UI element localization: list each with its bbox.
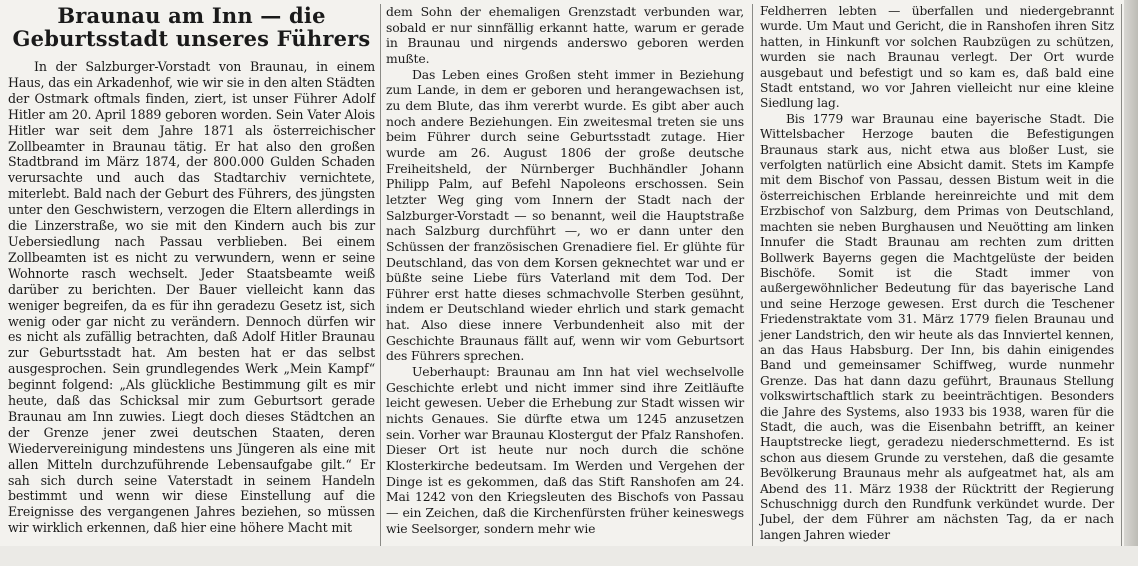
paragraph: Ueberhaupt: Braunau am Inn hat viel wechselvolle Geschichte erlebt und nicht immer sind ihre Zeitläufte leicht gewesen. Ueber die Erhebung zur Stadt wissen wir nichts Genaues. Sie dürfte etwa um 1245 anzusetzen sein. Vorher war Braunau Klostergut der Pfalz Ranshofen. Dieser Ort ist heute nur noch durch die schöne Klosterkirche bedeutsam. Im Werden und Vergehen der Dinge ist es gekommen, daß das Stift Ranshofen am 24. Mai 1242 von den Kriegsleuten des Bischofs von Passau — ein Zeichen, daß die Kirchenfürsten früher keineswegs wie Seelsorger, sondern mehr wie — [386, 364, 744, 536]
paragraph: Feldherren lebten — überfallen und niedergebrannt wurde. Um Maut und Gericht, die in Ranshofen ihren Sitz hatten, in Hinkunft vor solchen Raubzügen zu schützen, wurden sie nach Braunau verlegt. Der Ort wurde ausgebaut und befestigt und so kam es, daß bald eine Stadt entstand, wo vor Jahren vielleicht nur eine kleine Siedlung lag. — [760, 4, 1114, 111]
article-column-1 — [8, 4, 375, 536]
article-column-3 — [760, 4, 1114, 543]
article-column-2 — [386, 4, 744, 536]
paragraph: Das Leben eines Großen steht immer in Beziehung zum Lande, in dem er geboren und herangewachsen ist, zu dem Blute, das ihm vererbt wurde. Es gibt aber auch noch andere Beziehungen. Ein zweitesmal treten sie uns beim Führer durch seine Geburtsstadt zutage. Hier wurde am 26. August 1806 der große deutsche Freiheitsheld, der Nürnberger Buchhändler Johann Philipp Palm, auf Befehl Napoleons erschossen. Sein letzter Weg ging vom Innern der Stadt nach der Salzburger-Vorstadt — so benannt, weil die Hauptstraße nach Salzburg durchführt —, wo er dann unter den Schüssen der französischen Grenadiere fiel. Er glühte für Deutschland, das von dem Korsen geknechtet war und er büßte seine Liebe fürs Vaterland mit dem Tod. Der Führer erst hatte dieses schmachvolle Sterben gesühnt, indem er Deutschland wieder ehrlich und stark gemacht hat. Also diese innere Verbundenheit also mit der Geschichte Braunaus fällt auf, wenn wir vom Geburtsort des Führers sprechen. — [386, 66, 744, 364]
column-rule-3 — [1121, 4, 1122, 550]
paragraph: Bis 1779 war Braunau eine bayerische Stadt. Die Wittelsbacher Herzoge bauten die Befestigungen Braunaus stark aus, nicht etwa aus bloßer Lust, sie verfolgten natürlich eine Absicht damit. Stets im Kampfe mit dem Bischof von Passau, dessen Bistum weit in die österreichischen Erblande hereinreichte und mit dem Erzbischof von Salzburg, dem Primas von Deutschland, machten sie neben Burghausen und Neuötting am linken Innufer die Stadt Braunau am rechten zum dritten Bollwerk Bayerns gegen die Machtgelüste der beiden Bischöfe. Somit ist die Stadt immer von außergewöhnlicher Bedeutung für das bayerische Land und seine Herzoge gewesen. Erst durch die Teschener Friedenstraktate vom 31. März 1779 fielen Braunau und jener Landstrich, den wir heute als das Innviertel kennen, an das Haus Habsburg. Der Inn, bis dahin einigendes Band und gemeinsamer Schiffweg, wurde nunmehr Grenze. Das hat dann dazu geführt, Braunaus Stellung volkswirtschaftlich stark zu beeinträchtigen. Besonders die Jahre des Systems, also 1933 bis 1938, waren für die Stadt, die auch, was die Eisenbahn betrifft, an keiner Hauptstrecke liegt, geradezu niederschmetternd. Es ist schon aus diesem Grunde zu verstehen, daß die gesamte Bevölkerung Braunaus mehr als aufgeatmet hat, als am Abend des 11. März 1938 der Rücktritt der Regierung Schuschnigg durch den Rundfunk verkündet wurde. Der Jubel, der dem Führer am nächsten Tag, da er nach langen Jahren wieder — [760, 111, 1114, 542]
column-rule-1 — [380, 4, 381, 550]
paragraph: In der Salzburger-Vorstadt von Braunau, in einem Haus, das ein Arkadenhof, wie wir sie in den alten Städten der Ostmark oftmals finden, ziert, ist unser Führer Adolf Hitler am 20. April 1889 geboren worden. Sein Vater Alois Hitler war seit dem Jahre 1871 als österreichischer Zollbeamter in Braunau tätig. Er hat also den großen Stadtbrand im März 1874, der 800.000 Gulden Schaden verursachte und auch das Stadtarchiv vernichtete, miterlebt. Bald nach der Geburt des Führers, des jüngsten unter den Geschwistern, verzogen die Eltern allerdings in die Linzerstraße, wo sie mit den Kindern auch bis zur Uebersiedlung nach Passau verblieben. Bei einem Zollbeamten ist es nicht zu verwundern, wenn er seine Wohnorte rasch wechselt. Jeder Staatsbeamte weiß darüber zu berichten. Der Bauer vielleicht kann das weniger begreifen, da es für ihn geradezu Gesetz ist, sich wenig oder gar nicht zu verändern. Dennoch dürfen wir es nicht als zufällig betrachten, daß Adolf Hitler Braunau zur Geburtsstadt hat. Am besten hat er das selbst ausgesprochen. Sein grundlegendes Werk „Mein Kampf“ beginnt folgend: „Als glückliche Bestimmung gilt es mir heute, daß das Schicksal mir zum Geburtsort gerade Braunau am Inn zuwies. Liegt doch dieses Städtchen an der Grenze jener zwei deutschen Staaten, deren Wiedervereinigung mindestens uns Jüngeren als eine mit allen Mitteln durchzuführende Lebensaufgabe gilt.“ Er sah sich durch seine Vaterstadt in seinem Handeln bestimmt und wenn wir diese Einstellung auf die Ereignisse des vergangenen Jahres beziehen, so müssen wir wirklich erkennen, daß hier eine höhere Macht mit — [8, 59, 375, 536]
page-bottom-margin — [0, 546, 1138, 566]
article-title: Braunau am Inn — die Geburtsstadt unseres Führers — [12, 3, 371, 51]
page-edge-shadow — [1124, 0, 1138, 566]
paragraph: dem Sohn der ehemaligen Grenzstadt verbunden war, sobald er nur sinnfällig erkannt hatte, warum er gerade in Braunau und nirgends anderswo geboren werden mußte. — [386, 4, 744, 66]
column-rule-2 — [752, 4, 753, 550]
